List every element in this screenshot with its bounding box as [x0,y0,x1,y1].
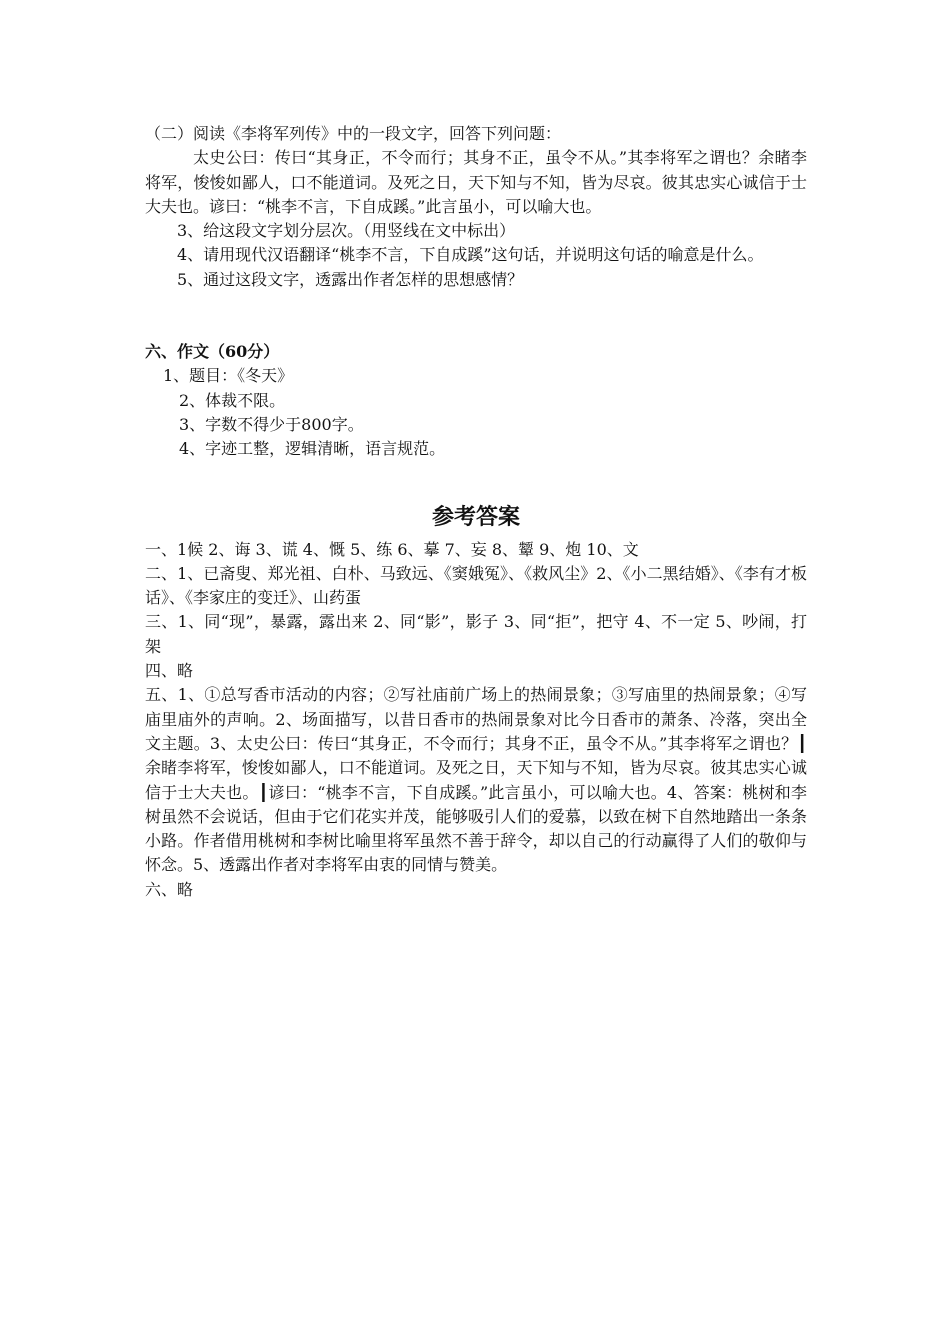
reading-intro: （二）阅读《李将军列传》中的一段文字，回答下列问题： [145,124,562,143]
question-4: 4、请用现代汉语翻译“桃李不言，下自成蹊”这句话，并说明这句话的喻意是什么。 [177,245,764,265]
essay-item: 4、字迹工整，逻辑清晰，语言规范。 [179,439,446,459]
answer-3: 三、1、同“现”，暴露，露出来 2、同“影”，影子 3、同“拒”，把守 4、不一定 5、吵闹，打架 [145,612,807,656]
reading-passage: 太史公曰：传曰“其身正，不令而行；其身不正，虽令不从。”其李将军之谓也？余睹李将军，悛悛如鄙人，口不能道词。及死之日，天下知与不知，皆为尽哀。彼其忠实心诚信于士大夫也。谚曰：“桃李不言，下自成蹊。”此言虽小，可以喻大也。 [145,148,807,216]
spacer [145,462,807,496]
question-3: 3、给这段文字划分层次。（用竖线在文中标出） [177,221,516,241]
essay-item: 2、体裁不限。 [179,390,286,410]
question-5: 5、通过这段文字，透露出作者怎样的思想感情？ [177,269,524,289]
answer-2: 二、1、已斋叟、郑光祖、白朴、马致远、《窦娥冤》、《救风尘》2、《小二黑结婚》、《李有才板话》、《李家庄的变迁》、山药蛋 [145,563,807,608]
answer-5: 五、1、①总写香市活动的内容；②写社庙前广场上的热闹景象；③写庙里的热闹景象；④写庙里庙外的声响。2、场面描写，以昔日香市的热闹景象对比今日香市的萧条、冷落，突出全文主题。3、太史公曰：传曰“其身正，不令而行；其身不正，虽令不从。”其李将军之谓也？┃余睹李将军，悛悛如鄙人，口不能道词。及死之日，天下知与不知，皆为尽哀。彼其忠实心诚信于士大夫也。┃谚曰：“桃李不言，下自成蹊。”此言虽小，可以喻大也。4、答案：桃树和李树虽然不会说话，但由于它们花实并茂，能够吸引人们的爱慕，以致在树下自然地踏出一条条小路。作者借用桃树和李树比喻里将军虽然不善于辞令，却以自己的行动赢得了人们的敬仰与怀念。5、透露出作者对李将军由衷的同情与赞美。 [145,685,807,875]
essay-item: 1、题目：《冬天》 [163,366,294,386]
essay-heading: 六、作文（60分） [145,342,280,362]
spacer [145,292,807,340]
answer-6: 六、略 [145,879,194,899]
answer-1: 一、1候 2、诲 3、谎 4、慨 5、练 6、摹 7、妄 8、颦 9、炮 10、文 [145,539,639,559]
answer-4: 四、略 [145,661,194,681]
document-page [145,122,807,902]
essay-item: 3、字数不得少于800字。 [179,414,364,434]
answers-title: 参考答案 [431,503,520,530]
